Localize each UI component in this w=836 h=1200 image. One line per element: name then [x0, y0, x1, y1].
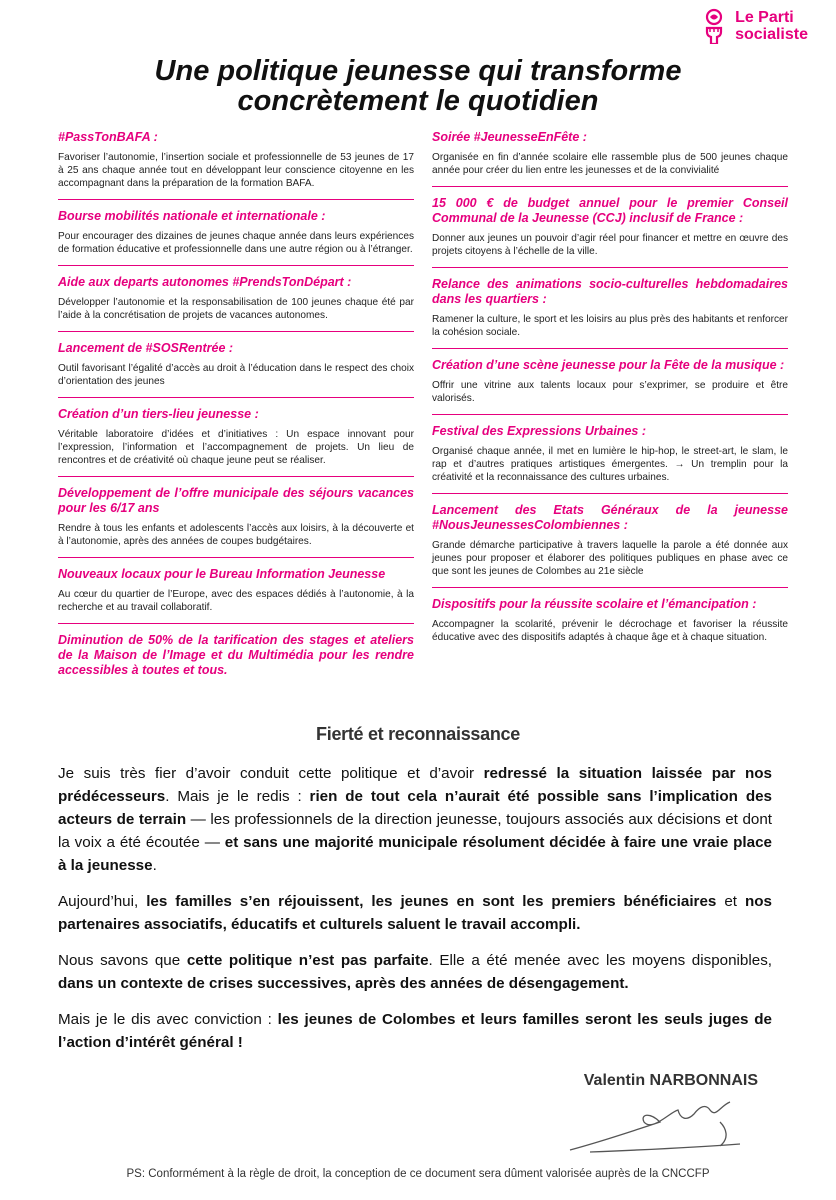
- measure-item: [432, 597, 788, 644]
- measure-description: Accompagner la scolarité, prévenir le décrochage et favoriser la réussite éducative avec des dispositifs adaptés à chaque âge et à chaque situation.: [432, 619, 788, 643]
- handwritten-signature: [560, 1092, 760, 1162]
- measure-item: [432, 424, 788, 484]
- emphasis-text: cette politique n’est pas parfaite: [186, 952, 429, 969]
- text-segment: — les professionnels de la direction jeunesse, toujours associés aux décisions et dont la voix a été écoutée —: [58, 811, 773, 851]
- measure-item: [58, 567, 414, 614]
- measure-item: [432, 277, 788, 339]
- statement-paragraph: [58, 762, 772, 877]
- statement-paragraph: [58, 1008, 772, 1054]
- text-segment: Je suis très fier d’avoir conduit cette politique et d’avoir: [58, 765, 484, 782]
- divider: [432, 493, 788, 494]
- statement-body: [58, 762, 772, 1067]
- text-segment: Mais je le dis avec conviction :: [58, 1011, 278, 1028]
- measure-item: [432, 503, 788, 578]
- divider: [58, 623, 414, 624]
- divider: [58, 199, 414, 200]
- measure-title: #PassTonBAFA :: [58, 130, 158, 144]
- signer-name: Valentin NARBONNAIS: [583, 1072, 758, 1089]
- measure-description: Développer l’autonomie et la responsabilisation de 100 jeunes chaque été par l’aide à la concrétisation de projets de vacances autonomes.: [58, 297, 414, 321]
- measure-description: Favoriser l’autonomie, l’insertion sociale et professionnelle de 53 jeunes de 17 à 25 ans chaque année tout en développant leur conscience citoyenne en les accompagnant dans la préparation de la formation BAFA.: [58, 152, 414, 189]
- emphasis-text: rien de tout cela n’aurait été possible sans l’implication des acteurs de terrain: [58, 788, 772, 828]
- measure-title: Lancement de #SOSRentrée :: [58, 341, 234, 355]
- measure-title: Relance des animations socio-culturelles hebdomadaires dans les quartiers :: [432, 277, 788, 306]
- statement-paragraph: [58, 949, 772, 995]
- measure-title: Soirée #JeunesseEnFête :: [432, 130, 587, 144]
- divider: [58, 476, 414, 477]
- text-segment: et: [716, 893, 745, 910]
- measure-item: [432, 358, 788, 405]
- measure-description: Outil favorisant l’égalité d’accès au droit à l’éducation dans le respect des choix d’orientation des jeunes: [58, 363, 414, 387]
- fist-rose-icon: [699, 8, 729, 44]
- page-title-line-1: Une politique jeunesse qui transforme: [154, 55, 682, 87]
- measure-description: Grande démarche participative à travers laquelle la parole a été donnée aux jeunes pour proposer et élaborer des politiques publiques en phase avec ce que sont les jeunes de Colombes au 21e siècle: [432, 540, 788, 577]
- measure-title: Dispositifs pour la réussite scolaire et l’émancipation :: [432, 597, 757, 611]
- party-logo: [699, 8, 808, 44]
- measure-description: Ramener la culture, le sport et les loisirs au plus près des habitants et renforcer la cohésion sociale.: [432, 314, 788, 338]
- divider: [58, 557, 414, 558]
- measure-description: Organisé chaque année, il met en lumière le hip-hop, le street-art, le slam, le rap et d’autres pratiques artistiques émergentes. → Un tremplin pour la créativité et la reconnaissance des cultures urbaines.: [432, 446, 788, 483]
- emphasis-text: redressé la situation laissée par nos prédécesseurs: [58, 765, 772, 805]
- text-segment: . Mais je le redis :: [165, 788, 310, 805]
- measure-item: [432, 130, 788, 177]
- divider: [432, 348, 788, 349]
- left-column: [58, 130, 414, 687]
- text-segment: Nous savons que: [58, 952, 187, 969]
- section-title: Fierté et reconnaissance: [316, 724, 520, 744]
- measure-title: Création d’un tiers-lieu jeunesse :: [58, 407, 259, 421]
- emphasis-text: nos partenaires associatifs, éducatifs et culturels saluent le travail accompli.: [58, 893, 772, 933]
- divider: [432, 414, 788, 415]
- measures-columns: [58, 130, 788, 687]
- measure-title: Création d’une scène jeunesse pour la Fête de la musique :: [432, 358, 785, 372]
- right-column: [432, 130, 788, 687]
- measure-title: Diminution de 50% de la tarification des stages et ateliers de la Maison de l’Image et du Multimédia pour les rendre accessibles à toutes et tous.: [58, 633, 414, 677]
- measure-item: [58, 209, 414, 256]
- measure-item: [58, 341, 414, 388]
- measure-title: Bourse mobilités nationale et internationale :: [58, 209, 326, 223]
- statement-paragraph: [58, 890, 772, 936]
- measure-title: Aide aux departs autonomes #PrendsTonDépart :: [58, 275, 352, 289]
- measure-description: Offrir une vitrine aux talents locaux pour s’exprimer, se produire et être valorisés.: [432, 380, 788, 404]
- logo-line-2: socialiste: [735, 26, 808, 43]
- measure-title: 15 000 € de budget annuel pour le premier Conseil Communal de la Jeunesse (CCJ) inclusif de France :: [432, 196, 788, 225]
- measure-item: [58, 486, 414, 548]
- emphasis-text: dans un contexte de crises successives, après des années de désengagement.: [58, 975, 629, 992]
- emphasis-text: et sans une majorité municipale résolument décidée à faire une vraie place à la jeunesse: [58, 834, 772, 874]
- measure-description: Organisée en fin d’année scolaire elle rassemble plus de 500 jeunes chaque année pour créer du lien entre les jeunesses et de la convivialité: [432, 152, 788, 176]
- text-segment: . Elle a été menée avec les moyens disponibles,: [428, 952, 773, 969]
- divider: [58, 265, 414, 266]
- divider: [432, 587, 788, 588]
- measure-title: Développement de l’offre municipale des séjours vacances pour les 6/17 ans: [58, 486, 414, 515]
- emphasis-text: les jeunes de Colombes et leurs familles seront les seuls juges de l’action d’intérêt général !: [58, 1011, 772, 1051]
- measure-title: Nouveaux locaux pour le Bureau Information Jeunesse: [58, 567, 386, 581]
- page-title-line-2: concrètement le quotidien: [237, 85, 599, 117]
- measure-item: [58, 633, 414, 678]
- measure-item: [432, 196, 788, 258]
- measure-item: [58, 130, 414, 190]
- page-title: [0, 56, 836, 116]
- measure-item: [58, 275, 414, 322]
- divider: [58, 331, 414, 332]
- divider: [432, 186, 788, 187]
- text-segment: .: [152, 857, 157, 874]
- text-segment: Aujourd’hui,: [58, 893, 147, 910]
- measure-item: [58, 407, 414, 467]
- measure-description: Au cœur du quartier de l’Europe, avec des espaces dédiés à l’autonomie, à la recherche et au travail collaboratif.: [58, 589, 414, 613]
- legal-footnote: PS: Conformément à la règle de droit, la conception de ce document sera dûment valorisée auprès de la CNCCFP: [126, 1168, 710, 1180]
- measure-description: Pour encourager des dizaines de jeunes chaque année dans leurs expériences de formation éducative et professionnelle dans une autre région ou à l’étranger.: [58, 231, 414, 255]
- logo-line-1: Le Parti: [735, 9, 794, 26]
- measure-title: Festival des Expressions Urbaines :: [432, 424, 646, 438]
- measure-title: Lancement des Etats Généraux de la jeunesse #NousJeunessesColombiennes :: [432, 503, 788, 532]
- measure-description: Véritable laboratoire d’idées et d’initiatives : Un espace innovant pour l’expression, l’information et l’accompagnement de projets. Un lieu de rencontres et de créativité où chaque jeune peut se réaliser.: [58, 429, 414, 466]
- emphasis-text: les familles s’en réjouissent, les jeunes en sont les premiers bénéficiaires: [146, 893, 717, 910]
- measure-description: Donner aux jeunes un pouvoir d’agir réel pour financer et mettre en œuvre des projets citoyens à l’échelle de la ville.: [432, 233, 788, 257]
- measure-description: Rendre à tous les enfants et adolescents l’accès aux loisirs, à la découverte et à l’autonomie, après des années de coupes budgétaires.: [58, 523, 414, 547]
- divider: [432, 267, 788, 268]
- divider: [58, 397, 414, 398]
